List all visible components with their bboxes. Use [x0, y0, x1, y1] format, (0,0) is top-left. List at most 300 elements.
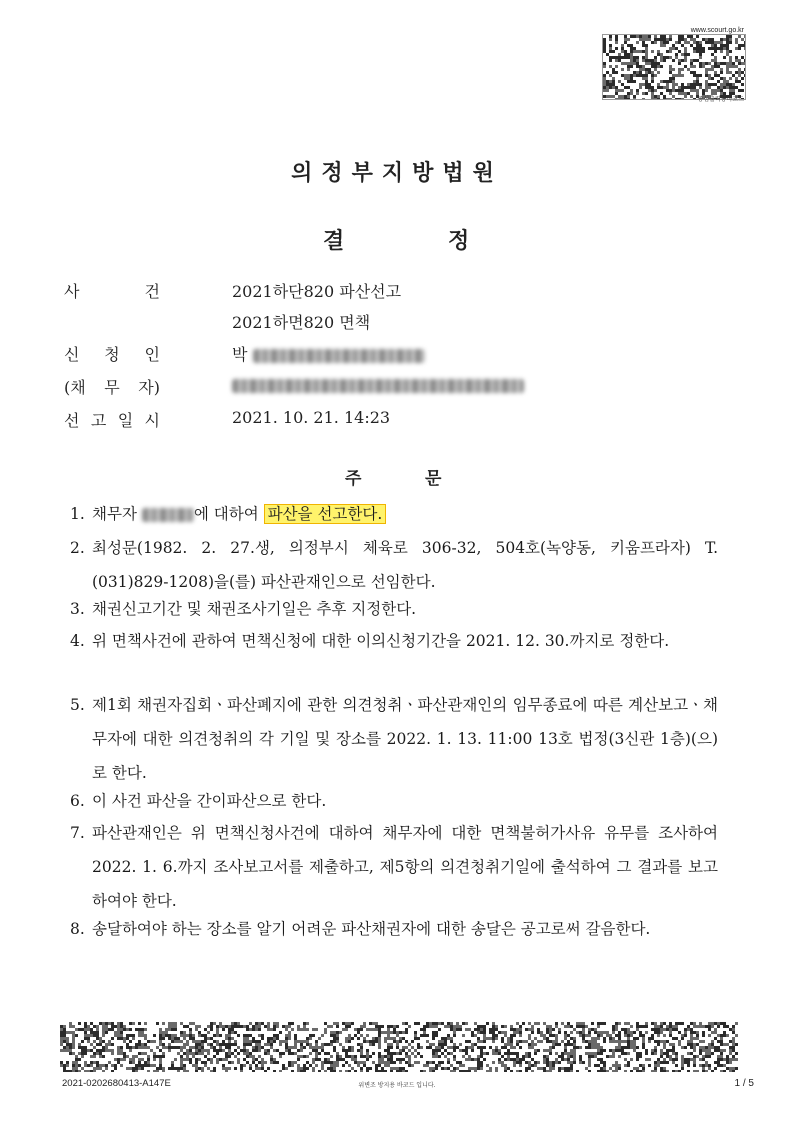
- barcode-cell: [333, 1037, 336, 1040]
- barcode-cell: [192, 1055, 195, 1058]
- barcode-cell: [192, 1022, 195, 1025]
- barcode-cell: [306, 1037, 309, 1040]
- barcode-cell: [234, 1040, 237, 1043]
- barcode-cell: [414, 1049, 417, 1052]
- barcode-cell: [669, 1043, 672, 1046]
- barcode-cell: [705, 1025, 708, 1028]
- barcode-cell: [660, 1022, 663, 1025]
- barcode-cell: [615, 71, 618, 74]
- barcode-cell: [729, 1028, 732, 1031]
- barcode-cell: [579, 1055, 582, 1058]
- barcode-cell: [423, 1031, 426, 1034]
- barcode-cell: [636, 1070, 639, 1072]
- barcode-cell: [402, 1070, 405, 1072]
- barcode-cell: [558, 1070, 561, 1072]
- barcode-cell: [246, 1037, 249, 1040]
- barcode-cell: [249, 1064, 252, 1067]
- barcode-cell: [288, 1034, 291, 1037]
- barcode-cell: [378, 1070, 381, 1072]
- barcode-cell: [663, 59, 666, 62]
- barcode-cell: [735, 71, 738, 74]
- barcode-cell: [405, 1052, 408, 1055]
- barcode-cell: [444, 1025, 447, 1028]
- barcode-cell: [90, 1022, 93, 1025]
- barcode-cell: [432, 1031, 435, 1034]
- barcode-cell: [132, 1022, 135, 1025]
- barcode-cell: [693, 80, 696, 83]
- barcode-cell: [627, 1022, 630, 1025]
- barcode-cell: [672, 47, 675, 50]
- barcode-cell: [228, 1043, 231, 1046]
- barcode-cell: [576, 1046, 579, 1049]
- barcode-cell: [351, 1022, 354, 1025]
- barcode-cell: [390, 1043, 393, 1046]
- barcode-cell: [177, 1070, 180, 1072]
- barcode-cell: [174, 1067, 177, 1070]
- barcode-cell: [693, 98, 696, 99]
- barcode-cell: [468, 1055, 471, 1058]
- barcode-cell: [648, 86, 651, 89]
- barcode-cell: [525, 1055, 528, 1058]
- barcode-cell: [249, 1052, 252, 1055]
- barcode-cell: [198, 1058, 201, 1061]
- barcode-cell: [60, 1061, 63, 1064]
- barcode-pattern-top: [603, 35, 745, 99]
- barcode-cell: [216, 1034, 219, 1037]
- barcode-cell: [294, 1046, 297, 1049]
- barcode-cell: [201, 1049, 204, 1052]
- barcode-cell: [627, 62, 630, 65]
- barcode-cell: [654, 1022, 657, 1025]
- barcode-cell: [387, 1055, 390, 1058]
- barcode-cell: [123, 1025, 126, 1028]
- barcode-cell: [108, 1040, 111, 1043]
- barcode-cell: [444, 1043, 447, 1046]
- barcode-cell: [717, 1064, 720, 1067]
- barcode-cell: [234, 1049, 237, 1052]
- barcode-cell: [390, 1025, 393, 1028]
- barcode-cell: [129, 1061, 132, 1064]
- barcode-cell: [228, 1046, 231, 1049]
- barcode-cell: [546, 1031, 549, 1034]
- barcode-cell: [684, 1028, 687, 1031]
- barcode-cell: [381, 1067, 384, 1070]
- barcode-cell: [90, 1034, 93, 1037]
- barcode-cell: [483, 1058, 486, 1061]
- barcode-cell: [624, 41, 627, 44]
- barcode-cell: [207, 1049, 210, 1052]
- barcode-cell: [633, 1031, 636, 1034]
- barcode-cell: [624, 86, 627, 89]
- barcode-cell: [543, 1022, 546, 1025]
- barcode-cell: [744, 44, 745, 47]
- barcode-cell: [411, 1064, 414, 1067]
- barcode-cell: [681, 1022, 684, 1025]
- barcode-cell: [78, 1022, 81, 1025]
- barcode-cell: [558, 1028, 561, 1031]
- barcode-cell: [411, 1040, 414, 1043]
- barcode-cell: [651, 86, 654, 89]
- barcode-cell: [210, 1061, 213, 1064]
- barcode-cell: [627, 1034, 630, 1037]
- barcode-cell: [627, 74, 630, 77]
- barcode-cell: [69, 1046, 72, 1049]
- barcode-cell: [639, 71, 642, 74]
- barcode-cell: [546, 1061, 549, 1064]
- barcode-cell: [570, 1049, 573, 1052]
- barcode-cell: [708, 77, 711, 80]
- barcode-cell: [237, 1022, 240, 1025]
- barcode-cell: [630, 62, 633, 65]
- barcode-cell: [615, 1067, 618, 1070]
- barcode-cell: [315, 1052, 318, 1055]
- barcode-cell: [570, 1067, 573, 1070]
- barcode-cell: [360, 1034, 363, 1037]
- barcode-cell: [567, 1061, 570, 1064]
- barcode-cell: [633, 1040, 636, 1043]
- barcode-cell: [330, 1061, 333, 1064]
- barcode-cell: [618, 1046, 621, 1049]
- barcode-cell: [621, 47, 624, 50]
- barcode-cell: [552, 1034, 555, 1037]
- barcode-cell: [624, 50, 627, 53]
- barcode-cell: [249, 1055, 252, 1058]
- barcode-cell: [660, 1040, 663, 1043]
- barcode-cell: [180, 1067, 183, 1070]
- barcode-cell: [87, 1037, 90, 1040]
- barcode-cell: [651, 59, 654, 62]
- barcode-cell: [564, 1067, 567, 1070]
- barcode-cell: [600, 1052, 603, 1055]
- barcode-cell: [153, 1052, 156, 1055]
- barcode-cell: [195, 1043, 198, 1046]
- barcode-cell: [660, 56, 663, 59]
- barcode-cell: [663, 86, 666, 89]
- barcode-cell: [93, 1040, 96, 1043]
- barcode-cell: [528, 1037, 531, 1040]
- barcode-cell: [66, 1040, 69, 1043]
- barcode-cell: [312, 1058, 315, 1061]
- barcode-cell: [333, 1022, 336, 1025]
- barcode-cell: [654, 1025, 657, 1028]
- barcode-cell: [252, 1070, 255, 1072]
- barcode-cell: [204, 1055, 207, 1058]
- barcode-cell: [657, 1043, 660, 1046]
- barcode-cell: [690, 1031, 693, 1034]
- barcode-cell: [72, 1070, 75, 1072]
- barcode-cell: [381, 1031, 384, 1034]
- barcode-cell: [672, 77, 675, 80]
- barcode-cell: [726, 1034, 729, 1037]
- barcode-cell: [456, 1067, 459, 1070]
- barcode-cell: [126, 1046, 129, 1049]
- barcode-cell: [654, 98, 657, 99]
- barcode-cell: [297, 1055, 300, 1058]
- barcode-cell: [69, 1049, 72, 1052]
- barcode-cell: [720, 1055, 723, 1058]
- barcode-cell: [654, 65, 657, 68]
- barcode-cell: [72, 1040, 75, 1043]
- barcode-cell: [162, 1043, 165, 1046]
- barcode-cell: [732, 1028, 735, 1031]
- barcode-cell: [384, 1064, 387, 1067]
- barcode-cell: [558, 1031, 561, 1034]
- barcode-cell: [408, 1049, 411, 1052]
- barcode-cell: [348, 1064, 351, 1067]
- barcode-cell: [666, 80, 669, 83]
- barcode-cell: [702, 1070, 705, 1072]
- barcode-cell: [600, 1058, 603, 1061]
- barcode-cell: [615, 47, 618, 50]
- barcode-cell: [561, 1052, 564, 1055]
- barcode-cell: [132, 1067, 135, 1070]
- barcode-cell: [126, 1034, 129, 1037]
- barcode-cell: [654, 68, 657, 71]
- barcode-cell: [108, 1028, 111, 1031]
- barcode-cell: [645, 68, 648, 71]
- barcode-cell: [402, 1046, 405, 1049]
- barcode-cell: [369, 1040, 372, 1043]
- barcode-cell: [372, 1037, 375, 1040]
- barcode-cell: [270, 1040, 273, 1043]
- barcode-cell: [255, 1067, 258, 1070]
- barcode-cell: [720, 1052, 723, 1055]
- barcode-cell: [120, 1064, 123, 1067]
- barcode-cell: [678, 86, 681, 89]
- barcode-cell: [720, 83, 723, 86]
- barcode-cell: [465, 1052, 468, 1055]
- barcode-cell: [438, 1055, 441, 1058]
- barcode-cell: [348, 1025, 351, 1028]
- barcode-cell: [630, 1025, 633, 1028]
- barcode-cell: [651, 1028, 654, 1031]
- barcode-cell: [483, 1028, 486, 1031]
- barcode-cell: [306, 1040, 309, 1043]
- barcode-cell: [696, 1037, 699, 1040]
- barcode-cell: [663, 1067, 666, 1070]
- barcode-cell: [459, 1064, 462, 1067]
- barcode-cell: [285, 1046, 288, 1049]
- barcode-cell: [129, 1040, 132, 1043]
- barcode-cell: [303, 1040, 306, 1043]
- barcode-cell: [327, 1052, 330, 1055]
- case-number-bankruptcy: 2021하단820 파산선고: [232, 282, 402, 301]
- barcode-cell: [630, 44, 633, 47]
- barcode-cell: [642, 83, 645, 86]
- barcode-cell: [648, 1058, 651, 1061]
- barcode-cell: [78, 1046, 81, 1049]
- barcode-cell: [597, 1034, 600, 1037]
- barcode-cell: [312, 1049, 315, 1052]
- barcode-cell: [669, 1034, 672, 1037]
- barcode-cell: [399, 1052, 402, 1055]
- barcode-cell: [717, 41, 720, 44]
- barcode-cell: [138, 1040, 141, 1043]
- barcode-cell: [207, 1058, 210, 1061]
- barcode-cell: [336, 1040, 339, 1043]
- barcode-cell: [600, 1061, 603, 1064]
- barcode-cell: [168, 1037, 171, 1040]
- barcode-cell: [360, 1070, 363, 1072]
- barcode-cell: [210, 1037, 213, 1040]
- barcode-cell: [162, 1031, 165, 1034]
- barcode-cell: [363, 1055, 366, 1058]
- barcode-cell: [708, 41, 711, 44]
- barcode-cell: [663, 1052, 666, 1055]
- barcode-cell: [96, 1061, 99, 1064]
- doc-type-char-2: 정: [448, 229, 470, 254]
- barcode-cell: [213, 1049, 216, 1052]
- barcode-cell: [402, 1037, 405, 1040]
- barcode-cell: [528, 1028, 531, 1031]
- barcode-cell: [249, 1028, 252, 1031]
- barcode-cell: [390, 1070, 393, 1072]
- barcode-cell: [318, 1052, 321, 1055]
- barcode-cell: [84, 1049, 87, 1052]
- barcode-cell: [117, 1022, 120, 1025]
- barcode-cell: [639, 83, 642, 86]
- barcode-cell: [549, 1034, 552, 1037]
- barcode-cell: [336, 1034, 339, 1037]
- barcode-cell: [60, 1025, 63, 1028]
- barcode-cell: [504, 1031, 507, 1034]
- barcode-cell: [198, 1052, 201, 1055]
- barcode-cell: [348, 1034, 351, 1037]
- barcode-cell: [732, 1040, 735, 1043]
- barcode-cell: [87, 1025, 90, 1028]
- barcode-cell: [615, 1064, 618, 1067]
- barcode-cell: [435, 1031, 438, 1034]
- barcode-cell: [705, 80, 708, 83]
- barcode-cell: [201, 1070, 204, 1072]
- barcode-cell: [630, 56, 633, 59]
- barcode-cell: [126, 1055, 129, 1058]
- barcode-cell: [108, 1049, 111, 1052]
- barcode-cell: [615, 1070, 618, 1072]
- barcode-cell: [252, 1046, 255, 1049]
- barcode-cell: [645, 1049, 648, 1052]
- barcode-cell: [243, 1037, 246, 1040]
- barcode-cell: [309, 1064, 312, 1067]
- barcode-cell: [72, 1034, 75, 1037]
- barcode-cell: [285, 1040, 288, 1043]
- barcode-cell: [60, 1040, 63, 1043]
- barcode-cell: [399, 1049, 402, 1052]
- barcode-cell: [573, 1052, 576, 1055]
- barcode-cell: [216, 1043, 219, 1046]
- barcode-cell: [171, 1046, 174, 1049]
- barcode-cell: [456, 1046, 459, 1049]
- barcode-cell: [351, 1049, 354, 1052]
- barcode-cell: [183, 1058, 186, 1061]
- barcode-cell: [603, 1070, 606, 1072]
- barcode-cell: [630, 1043, 633, 1046]
- barcode-cell: [612, 1070, 615, 1072]
- barcode-cell: [417, 1022, 420, 1025]
- barcode-cell: [693, 47, 696, 50]
- barcode-cell: [504, 1067, 507, 1070]
- barcode-cell: [264, 1070, 267, 1072]
- barcode-cell: [690, 1043, 693, 1046]
- barcode-cell: [708, 68, 711, 71]
- barcode-cell: [672, 1049, 675, 1052]
- barcode-cell: [465, 1028, 468, 1031]
- barcode-cell: [180, 1040, 183, 1043]
- barcode-cell: [588, 1055, 591, 1058]
- barcode-cell: [660, 59, 663, 62]
- barcode-cell: [234, 1025, 237, 1028]
- order-item-8: 8. 송달하여야 하는 장소를 알기 어려운 파산채권자에 대한 송달은 공고로써 갈음한다.: [70, 920, 651, 938]
- barcode-cell: [324, 1043, 327, 1046]
- barcode-cell: [708, 1046, 711, 1049]
- barcode-cell: [711, 1052, 714, 1055]
- barcode-cell: [720, 68, 723, 71]
- barcode-cell: [387, 1061, 390, 1064]
- barcode-cell: [693, 1043, 696, 1046]
- barcode-cell: [96, 1037, 99, 1040]
- barcode-cell: [477, 1037, 480, 1040]
- barcode-cell: [708, 62, 711, 65]
- barcode-cell: [378, 1037, 381, 1040]
- barcode-cell: [564, 1025, 567, 1028]
- barcode-cell: [651, 95, 654, 98]
- barcode-cell: [186, 1034, 189, 1037]
- barcode-cell: [228, 1052, 231, 1055]
- barcode-cell: [618, 1067, 621, 1070]
- barcode-cell: [495, 1067, 498, 1070]
- barcode-cell: [492, 1022, 495, 1025]
- barcode-cell: [681, 74, 684, 77]
- barcode-cell: [447, 1052, 450, 1055]
- order-item-2: 2. 최성문(1982. 2. 27.생, 의정부시 체육로 306-32, 504호(녹양동, 키움프라자) T.(031)829-1208)을(를) 파산관재인으로 선임한다.: [70, 539, 718, 591]
- barcode-cell: [360, 1067, 363, 1070]
- barcode-cell: [621, 95, 624, 98]
- barcode-cell: [666, 38, 669, 41]
- barcode-cell: [168, 1025, 171, 1028]
- barcode-cell: [531, 1031, 534, 1034]
- barcode-cell: [684, 53, 687, 56]
- barcode-cell: [180, 1058, 183, 1061]
- barcode-cell: [210, 1025, 213, 1028]
- barcode-cell: [426, 1046, 429, 1049]
- barcode-cell: [240, 1025, 243, 1028]
- barcode-cell: [594, 1052, 597, 1055]
- barcode-cell: [624, 1070, 627, 1072]
- barcode-cell: [186, 1043, 189, 1046]
- barcode-cell: [333, 1046, 336, 1049]
- barcode-cell: [381, 1070, 384, 1072]
- barcode-cell: [678, 1040, 681, 1043]
- barcode-cell: [504, 1064, 507, 1067]
- barcode-cell: [561, 1022, 564, 1025]
- barcode-cell: [186, 1025, 189, 1028]
- barcode-cell: [714, 50, 717, 53]
- barcode-cell: [570, 1055, 573, 1058]
- barcode-cell: [624, 1040, 627, 1043]
- barcode-cell: [612, 80, 615, 83]
- barcode-cell: [732, 1046, 735, 1049]
- barcode-cell: [618, 1034, 621, 1037]
- barcode-cell: [498, 1052, 501, 1055]
- barcode-cell: [582, 1022, 585, 1025]
- barcode-cell: [618, 53, 621, 56]
- barcode-cell: [573, 1049, 576, 1052]
- barcode-cell: [588, 1061, 591, 1064]
- barcode-cell: [618, 1037, 621, 1040]
- barcode-cell: [420, 1055, 423, 1058]
- barcode-cell: [204, 1034, 207, 1037]
- barcode-cell: [657, 1031, 660, 1034]
